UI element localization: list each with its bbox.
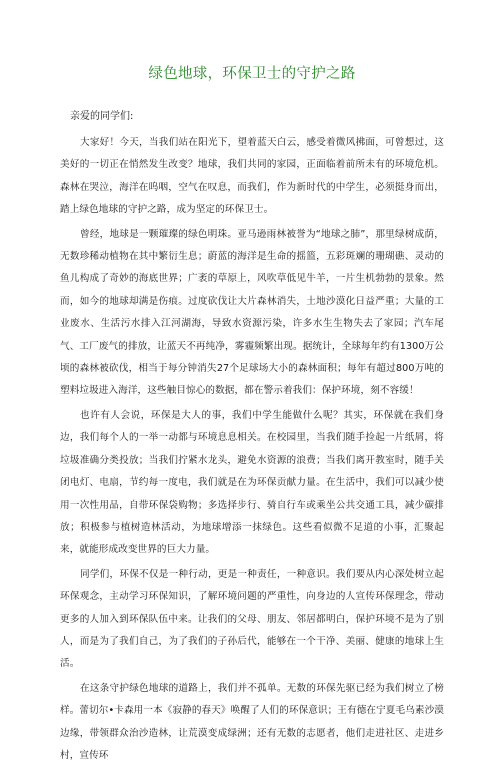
paragraph: 同学们，环保不仅是一种行动，更是一种责任，一种意识。我们要从内心深处树立起环保观念，主动学习环保知识，了解环境问题的严重性，向身边的人宣传环保理念，带动更多的人加入到环保队伍中来。让我们的父母、朋友、邻居都明白，保护环境不是为了别人，而是为了我们自己，为了我们的子孙后代，能够在一个干净、美丽、健康的地球上生活。	[60, 568, 444, 670]
paragraph: 在这条守护绿色地球的道路上，我们并不孤单。无数的环保先驱已经为我们树立了榜样。蕾切尔•卡森用一本《寂静的春天》唤醒了人们的环保意识；王有德在宁夏毛乌素沙漠边缘，带领群众治沙造林，让荒漠变成绿洲；还有无数的志愿者，他们走进社区、走进乡村，宣传环	[60, 682, 444, 761]
paragraph: 曾经，地球是一颗璀璨的绿色明珠。亚马逊雨林被誉为“地球之肺”，那里绿树成荫，无数珍稀动植物在其中繁衍生息；蔚蓝的海洋是生命的摇篮，五彩斑斓的珊瑚礁、灵动的鱼儿构成了奇妙的海底世界；广袤的草原上，风吹草低见牛羊，一片生机勃勃的景象。然而，如今的地球却满是伤痕。过度砍伐让大片森林消失，土地沙漠化日益严重；大量的工业废水、生活污水排入江河湖海，导致水资源污染，许多水生生物失去了家园；汽车尾气、工厂废气的排放，让蓝天不再纯净，雾霾频繁出现。据统计，全球每年约有1300万公顷的森林被砍伐，相当于每分钟消失27个足球场大小的森林面积；每年有超过800万吨的塑料垃圾进入海洋，这些触目惊心的数据，都在警示着我们：保护环境，刻不容缓！	[60, 228, 444, 397]
paragraph: 大家好！今天，当我们站在阳光下，望着蓝天白云，感受着微风拂面，可曾想过，这美好的一切正在悄然发生改变？地球，我们共同的家园，正面临着前所未有的环境危机。森林在哭泣，海洋在呜咽，空气在叹息，而我们，作为新时代的中学生，必须挺身而出，踏上绿色地球的守护之路，成为坚定的环保卫士。	[60, 137, 444, 216]
page-title: 绿色地球，环保卫士的守护之路	[148, 66, 356, 82]
paragraph: 也许有人会说，环保是大人的事，我们中学生能做什么呢？其实，环保就在我们身边，我们每个人的一举一动都与环境息息相关。在校园里，当我们随手捡起一片纸屑，将垃圾准确分类投放；当我们拧紧水龙头，避免水资源的浪费；当我们离开教室时，随手关闭电灯、电扇，节约每一度电，我们就是在为环保贡献力量。在生活中，我们可以减少使用一次性用品，自带环保袋购物；多选择步行、骑自行车或乘坐公共交通工具，减少碳排放；积极参与植树造林活动，为地球增添一抹绿色。这些看似微不足道的小事，汇聚起来，就能形成改变世界的巨大力量。	[60, 409, 444, 556]
greeting: 亲爱的同学们:	[70, 111, 134, 122]
